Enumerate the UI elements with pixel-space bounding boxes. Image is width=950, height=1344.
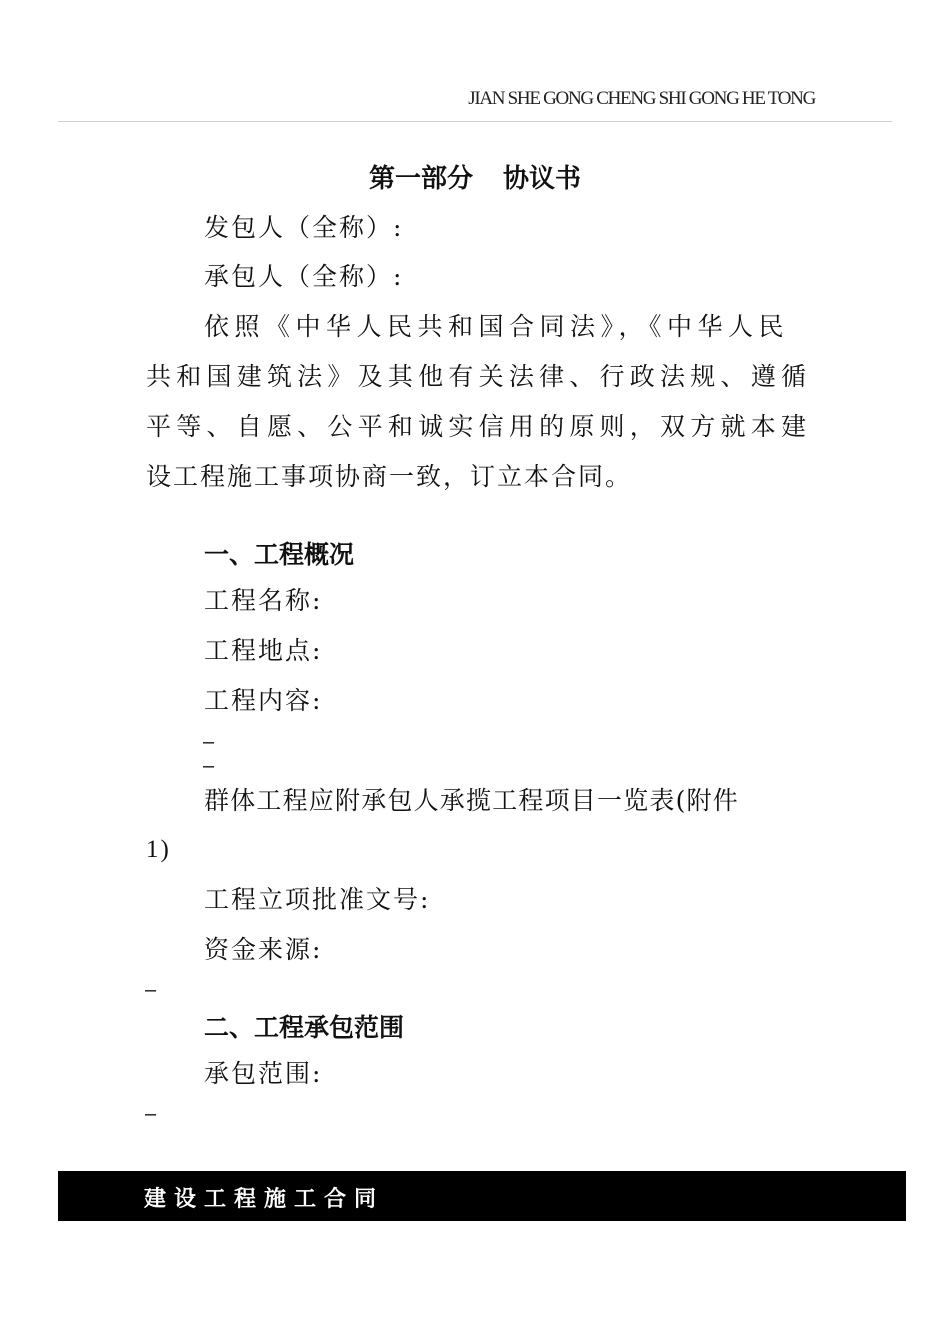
group-note-line-1: 群体工程应附承包人承揽工程项目一览表(附件 <box>204 786 739 815</box>
preamble-line-4: 设工程施工事项协商一致，订立本合同。 <box>146 462 633 491</box>
dash-mark: – <box>145 979 157 1001</box>
section-heading-2: 二、工程承包范围 <box>204 1013 405 1042</box>
funding-source-line: 资金来源: <box>204 935 323 964</box>
scope-line: 承包范围: <box>204 1059 323 1088</box>
title-part: 第一部分 <box>368 164 473 194</box>
footer-bar <box>58 1171 906 1221</box>
contractor-line: 承包人（全称）: <box>204 262 404 291</box>
preamble-line-2: 共和国建筑法》及其他有关法律、行政法规、遵循 <box>146 362 806 391</box>
running-header: JIAN SHE GONG CHENG SHI GONG HE TONG <box>468 88 815 109</box>
dash-mark: – <box>203 755 215 777</box>
project-content-line: 工程内容: <box>204 686 323 715</box>
footer-label: 建设工程施工合同 <box>144 1187 385 1212</box>
preamble-line-3: 平等、自愿、公平和诚实信用的原则，双方就本建 <box>146 412 806 441</box>
approval-number-line: 工程立项批准文号: <box>204 885 431 914</box>
group-note-line-2: 1) <box>146 836 171 863</box>
document-title <box>0 158 950 195</box>
section-heading-1: 一、工程概况 <box>204 540 355 569</box>
header-rule <box>58 121 892 122</box>
employer-line: 发包人（全称）: <box>204 213 404 242</box>
project-location-line: 工程地点: <box>204 636 323 665</box>
dash-mark: – <box>145 1103 157 1125</box>
preamble-line-1: 依照《中华人民共和国合同法》，《中华人民 <box>204 312 790 341</box>
dash-mark: – <box>203 731 215 753</box>
project-name-line: 工程名称: <box>204 586 323 615</box>
title-name: 协议书 <box>503 164 582 194</box>
